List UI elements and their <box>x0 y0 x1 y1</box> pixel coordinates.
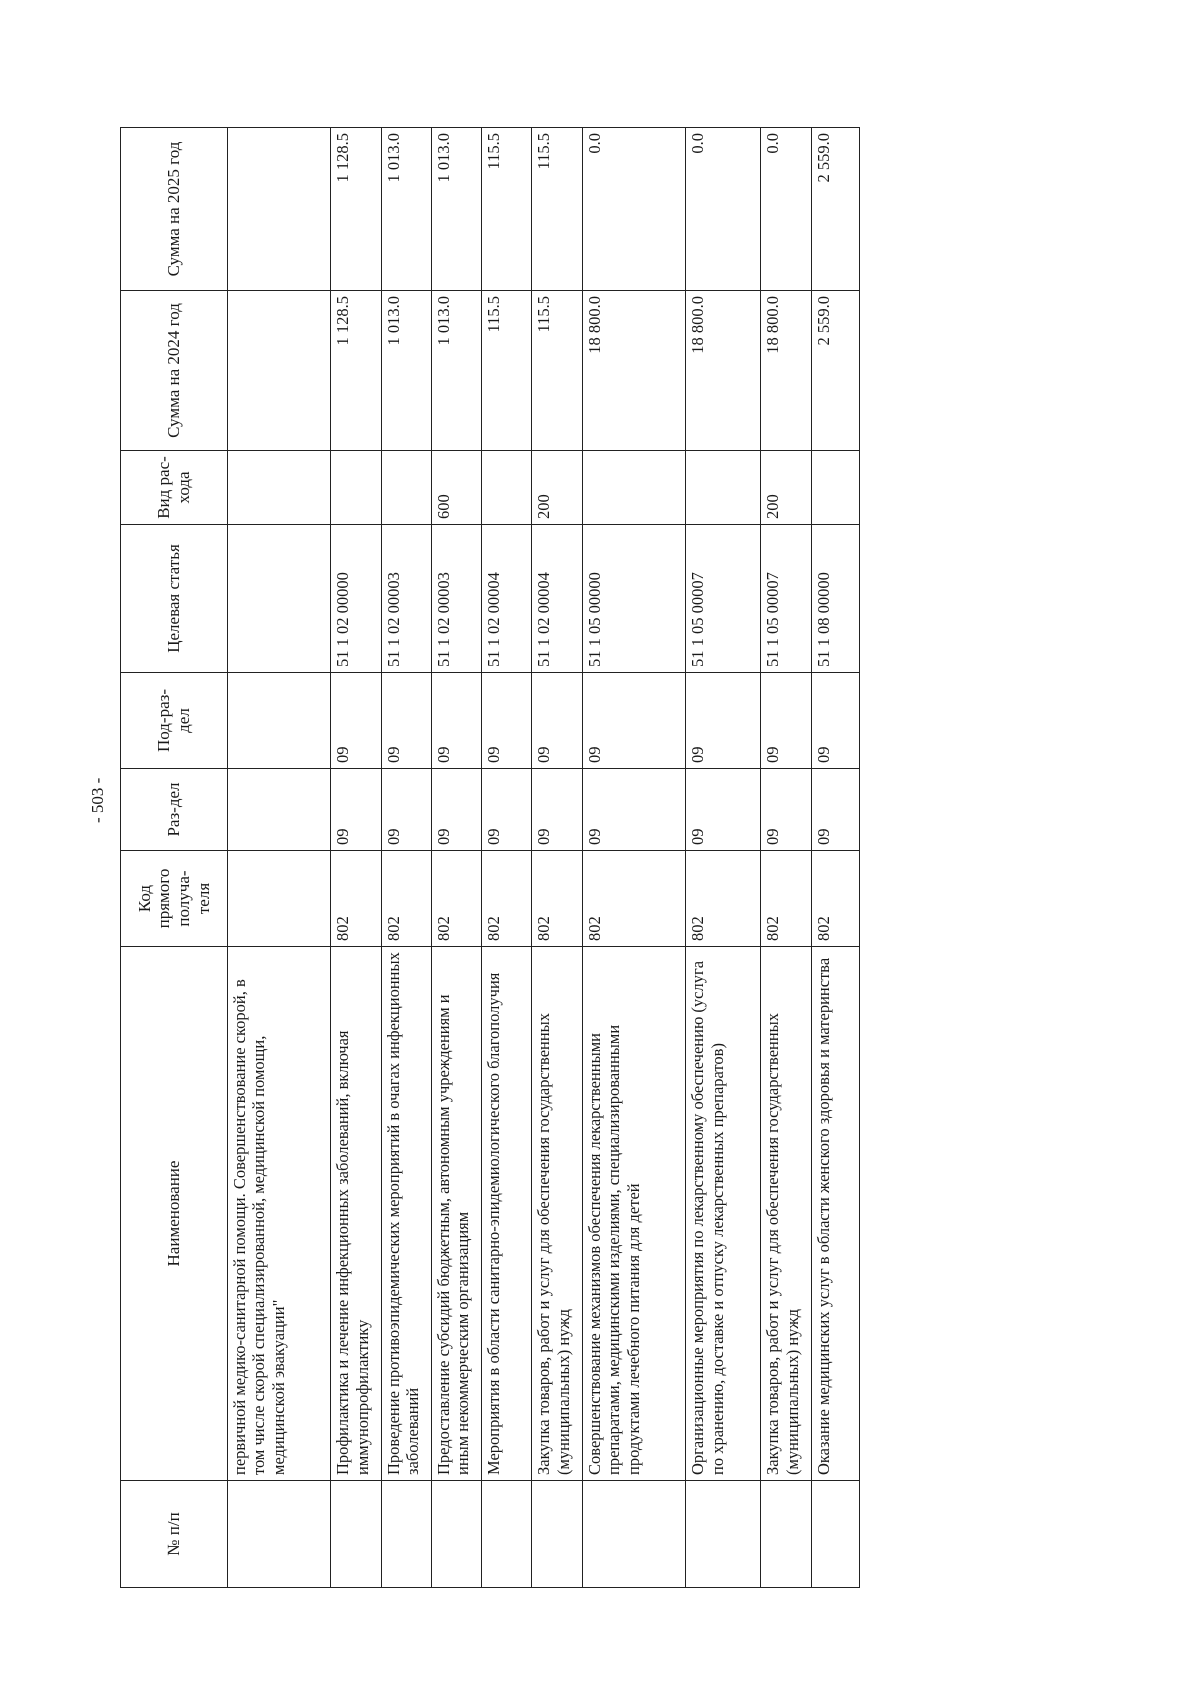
cell-sum2025: 115.5 <box>482 128 532 291</box>
cell-sum2024: 18 800.0 <box>686 291 761 451</box>
cell-sum2024: 115.5 <box>532 291 582 451</box>
cell-no <box>686 1481 761 1588</box>
cell-podrazdel: 09 <box>381 673 431 769</box>
cell-razdel: 09 <box>582 769 685 851</box>
cell-name: Проведение противоэпидемических мероприятий в очагах инфекционных заболеваний <box>381 947 431 1481</box>
cell-no <box>431 1481 481 1588</box>
cell-sum2025: 0.0 <box>582 128 685 291</box>
cell-podrazdel: 09 <box>331 673 381 769</box>
cell-celevaya: 51 1 02 00003 <box>431 525 481 673</box>
cell-celevaya: 51 1 05 00000 <box>582 525 685 673</box>
cell-sum2025: 1 128.5 <box>331 128 381 291</box>
cell-vid: 600 <box>431 451 481 525</box>
cell-no <box>228 1481 331 1588</box>
page-number: - 503 - <box>88 777 107 823</box>
cell-celevaya <box>228 525 331 673</box>
cell-podrazdel: 09 <box>431 673 481 769</box>
cell-podrazdel: 09 <box>811 673 859 769</box>
cell-no <box>761 1481 811 1588</box>
cell-sum2025: 1 013.0 <box>381 128 431 291</box>
cell-name: Профилактика и лечение инфекционных заболеваний, включая иммунопрофилактику <box>331 947 381 1481</box>
table-row <box>532 128 582 1588</box>
cell-sum2024: 2 559.0 <box>811 291 859 451</box>
cell-razdel <box>228 769 331 851</box>
budget-table-container <box>120 128 860 1588</box>
cell-podrazdel: 09 <box>532 673 582 769</box>
header-vid: Вид рас-хода <box>121 451 228 525</box>
cell-sum2025: 1 013.0 <box>431 128 481 291</box>
cell-razdel: 09 <box>811 769 859 851</box>
cell-sum2024: 115.5 <box>482 291 532 451</box>
table-body <box>228 128 860 1588</box>
cell-recipient: 802 <box>686 851 761 947</box>
cell-celevaya: 51 1 02 00000 <box>331 525 381 673</box>
cell-recipient: 802 <box>532 851 582 947</box>
cell-razdel: 09 <box>431 769 481 851</box>
cell-sum2024 <box>228 291 331 451</box>
cell-recipient: 802 <box>331 851 381 947</box>
header-no: № п/п <box>121 1481 228 1588</box>
cell-celevaya: 51 1 02 00003 <box>381 525 431 673</box>
cell-name: Совершенствование механизмов обеспечения лекарственными препаратами, медицинскими изделиями, специализированными продуктами лечебного питания для детей <box>582 947 685 1481</box>
cell-recipient: 802 <box>381 851 431 947</box>
cell-sum2024: 18 800.0 <box>582 291 685 451</box>
cell-razdel: 09 <box>761 769 811 851</box>
cell-name: Закупка товаров, работ и услуг для обеспечения государственных (муниципальных) нужд <box>761 947 811 1481</box>
cell-podrazdel: 09 <box>686 673 761 769</box>
cell-name: Оказание медицинских услуг в области женского здоровья и материнства <box>811 947 859 1481</box>
cell-sum2024: 1 013.0 <box>431 291 481 451</box>
cell-recipient: 802 <box>761 851 811 947</box>
cell-celevaya: 51 1 05 00007 <box>761 525 811 673</box>
cell-vid <box>686 451 761 525</box>
cell-no <box>331 1481 381 1588</box>
cell-razdel: 09 <box>686 769 761 851</box>
cell-vid <box>381 451 431 525</box>
budget-table <box>120 127 860 1588</box>
cell-podrazdel: 09 <box>582 673 685 769</box>
cell-podrazdel: 09 <box>482 673 532 769</box>
cell-celevaya: 51 1 05 00007 <box>686 525 761 673</box>
table-header-row <box>121 128 228 1588</box>
cell-no <box>381 1481 431 1588</box>
header-recipient: Код прямого получа-теля <box>121 851 228 947</box>
cell-vid <box>331 451 381 525</box>
cell-vid: 200 <box>532 451 582 525</box>
cell-sum2025: 0.0 <box>761 128 811 291</box>
cell-podrazdel <box>228 673 331 769</box>
table-row <box>686 128 761 1588</box>
cell-recipient <box>228 851 331 947</box>
header-sum2024: Сумма на 2024 год <box>121 291 228 451</box>
cell-name: Мероприятия в области санитарно-эпидемиологического благополучия <box>482 947 532 1481</box>
cell-vid <box>582 451 685 525</box>
table-row <box>811 128 859 1588</box>
cell-name: Закупка товаров, работ и услуг для обеспечения государственных (муниципальных) нужд <box>532 947 582 1481</box>
cell-sum2024: 1 128.5 <box>331 291 381 451</box>
table-row <box>228 128 331 1588</box>
cell-sum2025 <box>228 128 331 291</box>
cell-celevaya: 51 1 02 00004 <box>532 525 582 673</box>
cell-sum2025: 2 559.0 <box>811 128 859 291</box>
cell-recipient: 802 <box>431 851 481 947</box>
cell-no <box>582 1481 685 1588</box>
table-row <box>761 128 811 1588</box>
table-row <box>582 128 685 1588</box>
cell-recipient: 802 <box>482 851 532 947</box>
cell-recipient: 802 <box>582 851 685 947</box>
cell-razdel: 09 <box>532 769 582 851</box>
cell-razdel: 09 <box>482 769 532 851</box>
table-row <box>331 128 381 1588</box>
table-row <box>381 128 431 1588</box>
table-row <box>482 128 532 1588</box>
cell-no <box>811 1481 859 1588</box>
cell-vid <box>811 451 859 525</box>
cell-podrazdel: 09 <box>761 673 811 769</box>
header-celevaya: Целевая статья <box>121 525 228 673</box>
cell-celevaya: 51 1 08 00000 <box>811 525 859 673</box>
cell-vid: 200 <box>761 451 811 525</box>
header-sum2025: Сумма на 2025 год <box>121 128 228 291</box>
cell-vid <box>228 451 331 525</box>
cell-celevaya: 51 1 02 00004 <box>482 525 532 673</box>
cell-razdel: 09 <box>381 769 431 851</box>
cell-sum2024: 18 800.0 <box>761 291 811 451</box>
cell-name: Организационные мероприятия по лекарственному обеспечению (услуга по хранению, доставке и отпуску лекарственных препаратов) <box>686 947 761 1481</box>
cell-sum2024: 1 013.0 <box>381 291 431 451</box>
cell-razdel: 09 <box>331 769 381 851</box>
table-row <box>431 128 481 1588</box>
cell-no <box>532 1481 582 1588</box>
cell-name: Предоставление субсидий бюджетным, автономным учреждениям и иным некоммерческим организациям <box>431 947 481 1481</box>
header-razdel: Раз-дел <box>121 769 228 851</box>
cell-recipient: 802 <box>811 851 859 947</box>
cell-vid <box>482 451 532 525</box>
header-podrazdel: Под-раз-дел <box>121 673 228 769</box>
cell-sum2025: 0.0 <box>686 128 761 291</box>
cell-name: первичной медико-санитарной помощи. Совершенствование скорой, в том числе скорой специализированной, медицинской помощи, медицинской эвакуации" <box>228 947 331 1481</box>
cell-sum2025: 115.5 <box>532 128 582 291</box>
header-name: Наименование <box>121 947 228 1481</box>
cell-no <box>482 1481 532 1588</box>
